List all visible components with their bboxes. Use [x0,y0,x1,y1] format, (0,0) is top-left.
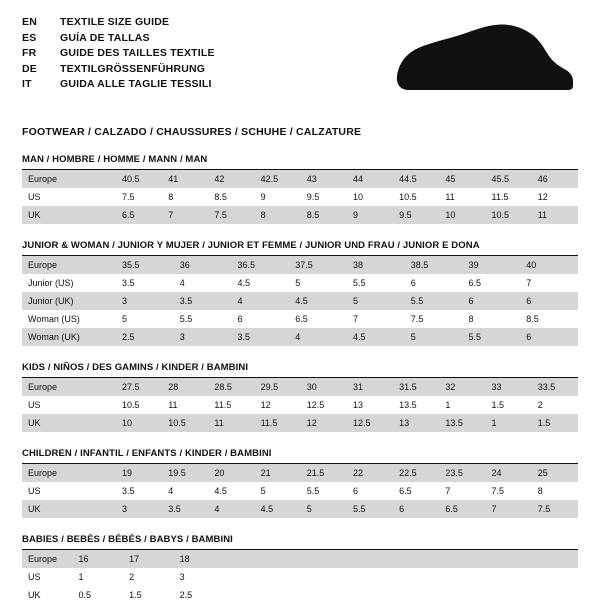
size-cell: 42.5 [255,170,301,188]
size-cell: 1.5 [486,396,532,414]
size-cell: 4.5 [289,292,347,310]
size-cell: 5 [289,274,347,292]
size-cell: 21 [255,464,301,482]
size-cell: 12 [255,396,301,414]
row-label: Woman (UK) [22,328,116,346]
size-cell-empty [376,568,427,586]
size-cell: 8.5 [301,206,347,224]
size-cell: 13.5 [393,396,439,414]
size-cell: 45.5 [486,170,532,188]
size-cell: 6 [463,292,521,310]
table-row [22,310,578,328]
size-cell: 4 [208,500,254,518]
size-cell: 0.5 [73,586,124,604]
table-row [22,550,578,568]
size-cell: 2 [123,568,174,586]
size-cell-empty [527,568,578,586]
size-cell-empty [376,550,427,568]
size-cell: 39 [463,256,521,274]
size-cell: 36.5 [232,256,290,274]
size-cell: 43 [301,170,347,188]
size-cell: 17 [123,550,174,568]
size-cell: 13 [393,414,439,432]
row-label: UK [22,414,116,432]
dress-shoe-icon [389,22,574,100]
language-row [22,32,215,48]
size-cell: 29.5 [255,378,301,396]
table-row [22,292,578,310]
size-cell: 7 [439,482,485,500]
size-cell: 21.5 [301,464,347,482]
size-cell: 5.5 [405,292,463,310]
size-cell: 5.5 [463,328,521,346]
size-cell: 10 [116,414,162,432]
language-code: DE [22,62,37,75]
size-cell: 12 [532,188,578,206]
size-cell: 6 [520,328,578,346]
size-cell: 5 [301,500,347,518]
size-cell: 24 [486,464,532,482]
size-cell-empty [527,586,578,604]
size-cell: 7.5 [116,188,162,206]
size-cell: 4 [289,328,347,346]
size-cell: 33 [486,378,532,396]
size-cell: 5.5 [347,500,393,518]
size-table [22,464,578,518]
size-cell: 11 [162,396,208,414]
size-cell: 44.5 [393,170,439,188]
size-cell: 5.5 [174,310,232,328]
language-row [22,78,215,94]
size-cell: 8.5 [520,310,578,328]
size-group-man [0,154,600,224]
table-row [22,170,578,188]
size-group-title: MAN / HOMBRE / HOMME / MANN / MAN [22,154,578,170]
language-title-list [22,16,215,94]
size-cell: 2.5 [174,586,225,604]
size-group-title: CHILDREN / INFANTIL / ENFANTS / KINDER / BAMBINI [22,448,578,464]
size-cell: 7 [486,500,532,518]
size-table [22,170,578,224]
size-cell: 40.5 [116,170,162,188]
row-label: Europe [22,378,116,396]
size-cell: 10.5 [116,396,162,414]
row-label: Europe [22,256,116,274]
size-cell-empty [325,550,376,568]
size-cell: 12 [301,414,347,432]
footwear-section-title: FOOTWEAR / CALZADO / CHAUSSURES / SCHUHE / CALZATURE [22,126,362,138]
size-cell: 6 [232,310,290,328]
size-cell: 1.5 [532,414,578,432]
size-cell: 5.5 [347,274,405,292]
size-cell: 7.5 [405,310,463,328]
size-cell: 8 [532,482,578,500]
size-cell: 46 [532,170,578,188]
size-group-title: JUNIOR & WOMAN / JUNIOR Y MUJER / JUNIOR ET FEMME / JUNIOR UND FRAU / JUNIOR E DONA [22,240,578,256]
table-row [22,500,578,518]
size-cell-empty [224,568,275,586]
size-cell: 9.5 [393,206,439,224]
row-label: Woman (US) [22,310,116,328]
language-row [22,47,215,63]
size-cell: 42 [208,170,254,188]
size-cell-empty [325,586,376,604]
row-label: Europe [22,464,116,482]
size-cell: 4 [232,292,290,310]
language-row [22,63,215,79]
language-title: GUÍA DE TALLAS [60,31,150,44]
size-table-body [22,256,578,346]
table-row [22,378,578,396]
size-cell-empty [275,550,326,568]
size-cell: 36 [174,256,232,274]
size-cell: 3.5 [116,274,174,292]
size-cell: 3 [116,500,162,518]
size-cell: 9 [347,206,393,224]
size-cell: 1 [73,568,124,586]
size-cell: 3 [116,292,174,310]
size-cell: 7.5 [208,206,254,224]
size-cell: 6 [405,274,463,292]
row-label: US [22,188,116,206]
row-label: Europe [22,170,116,188]
size-cell-empty [477,586,528,604]
size-cell: 4 [162,482,208,500]
size-cell: 23.5 [439,464,485,482]
size-table-body [22,550,578,604]
size-cell: 19 [116,464,162,482]
table-row [22,206,578,224]
size-cell: 3.5 [174,292,232,310]
size-group-title: BABIES / BEBÉS / BÉBÉS / BABYS / BAMBINI [22,534,578,550]
size-cell: 31 [347,378,393,396]
size-cell: 5 [347,292,405,310]
size-cell: 6.5 [289,310,347,328]
size-cell: 2 [532,396,578,414]
size-cell: 11 [208,414,254,432]
language-title: GUIDA ALLE TAGLIE TESSILI [60,78,212,90]
language-code: ES [22,31,37,44]
size-cell: 9 [255,188,301,206]
size-cell-empty [477,550,528,568]
size-cell: 8 [162,188,208,206]
size-cell-empty [224,550,275,568]
table-row [22,464,578,482]
size-cell: 5 [116,310,174,328]
table-row [22,414,578,432]
size-cell: 19.5 [162,464,208,482]
size-table [22,378,578,432]
size-cell-empty [275,586,326,604]
size-cell: 3 [174,568,225,586]
language-row [22,16,215,32]
size-cell: 30 [301,378,347,396]
size-cell-empty [527,550,578,568]
size-cell: 10.5 [393,188,439,206]
size-cell: 6 [520,292,578,310]
size-cell: 8.5 [208,188,254,206]
size-cell: 10 [439,206,485,224]
table-row [22,256,578,274]
size-cell: 4.5 [347,328,405,346]
size-cell: 33.5 [532,378,578,396]
size-cell: 2.5 [116,328,174,346]
size-cell: 1.5 [123,586,174,604]
size-cell: 3.5 [116,482,162,500]
size-table-body [22,170,578,224]
language-code: IT [22,78,32,90]
size-cell: 28 [162,378,208,396]
language-title: GUIDE DES TAILLES TEXTILE [60,47,215,59]
size-cell: 7.5 [532,500,578,518]
size-cell: 3 [174,328,232,346]
size-cell: 35.5 [116,256,174,274]
row-label: US [22,482,116,500]
row-label: Junior (UK) [22,292,116,310]
size-cell: 5 [405,328,463,346]
dress-shoe-icon-svg [389,22,574,100]
size-cell: 13 [347,396,393,414]
language-code: EN [22,16,37,28]
size-cell-empty [477,568,528,586]
size-cell: 11 [439,188,485,206]
size-cell: 6 [393,500,439,518]
row-label: UK [22,206,116,224]
size-cell: 10.5 [162,414,208,432]
table-row [22,188,578,206]
size-group-title: KIDS / NIÑOS / DES GAMINS / KINDER / BAMBINI [22,362,578,378]
size-cell: 4 [174,274,232,292]
row-label: Junior (US) [22,274,116,292]
size-cell: 11.5 [486,188,532,206]
size-cell: 45 [439,170,485,188]
size-cell-empty [275,568,326,586]
language-title: TEXTILE SIZE GUIDE [60,16,170,28]
size-cell: 7.5 [486,482,532,500]
size-cell-empty [376,586,427,604]
size-cell: 31.5 [393,378,439,396]
size-cell: 10.5 [486,206,532,224]
size-cell: 6.5 [393,482,439,500]
size-cell: 38 [347,256,405,274]
size-cell: 44 [347,170,393,188]
size-cell: 22.5 [393,464,439,482]
size-cell: 41 [162,170,208,188]
size-cell: 13.5 [439,414,485,432]
size-cell: 7 [347,310,405,328]
size-group-junior-woman [0,240,600,346]
size-cell-empty [325,568,376,586]
language-title-list-body [22,16,215,94]
size-cell: 16 [73,550,124,568]
row-label: US [22,396,116,414]
size-cell: 25 [532,464,578,482]
table-row [22,568,578,586]
size-cell: 4.5 [232,274,290,292]
size-cell: 32 [439,378,485,396]
size-group-babies [0,534,600,604]
size-cell: 38.5 [405,256,463,274]
row-label: US [22,568,73,586]
language-title: TEXTILGRÖSSENFÜHRUNG [60,62,206,75]
size-cell-empty [426,550,477,568]
size-cell: 11.5 [208,396,254,414]
size-cell: 9.5 [301,188,347,206]
size-table-body [22,378,578,432]
size-cell: 20 [208,464,254,482]
size-cell: 1 [439,396,485,414]
size-cell: 3.5 [162,500,208,518]
document-header [0,0,600,112]
size-cell: 10 [347,188,393,206]
size-group-children [0,448,600,518]
size-cell: 37.5 [289,256,347,274]
size-cell: 40 [520,256,578,274]
size-cell: 28.5 [208,378,254,396]
size-cell: 18 [174,550,225,568]
table-row [22,328,578,346]
row-label: UK [22,586,73,604]
size-cell: 6 [347,482,393,500]
size-table [22,550,578,604]
size-cell: 1 [486,414,532,432]
size-cell: 3.5 [232,328,290,346]
size-cell-empty [224,586,275,604]
size-cell: 5.5 [301,482,347,500]
size-cell: 8 [255,206,301,224]
size-cell: 12.5 [347,414,393,432]
size-group-kids [0,362,600,432]
table-row [22,274,578,292]
size-cell: 4.5 [208,482,254,500]
size-cell: 6.5 [463,274,521,292]
language-code: FR [22,47,37,59]
size-cell: 4.5 [255,500,301,518]
size-cell: 7 [520,274,578,292]
size-cell: 22 [347,464,393,482]
size-cell: 5 [255,482,301,500]
size-cell: 11 [532,206,578,224]
size-table-body [22,464,578,518]
size-cell: 6.5 [116,206,162,224]
size-cell-empty [426,568,477,586]
size-cell: 12.5 [301,396,347,414]
size-cell-empty [426,586,477,604]
size-cell: 8 [463,310,521,328]
size-cell: 27.5 [116,378,162,396]
table-row [22,586,578,604]
table-row [22,482,578,500]
table-row [22,396,578,414]
row-label: UK [22,500,116,518]
row-label: Europe [22,550,73,568]
size-cell: 6.5 [439,500,485,518]
size-table [22,256,578,346]
size-cell: 7 [162,206,208,224]
size-cell: 11.5 [255,414,301,432]
